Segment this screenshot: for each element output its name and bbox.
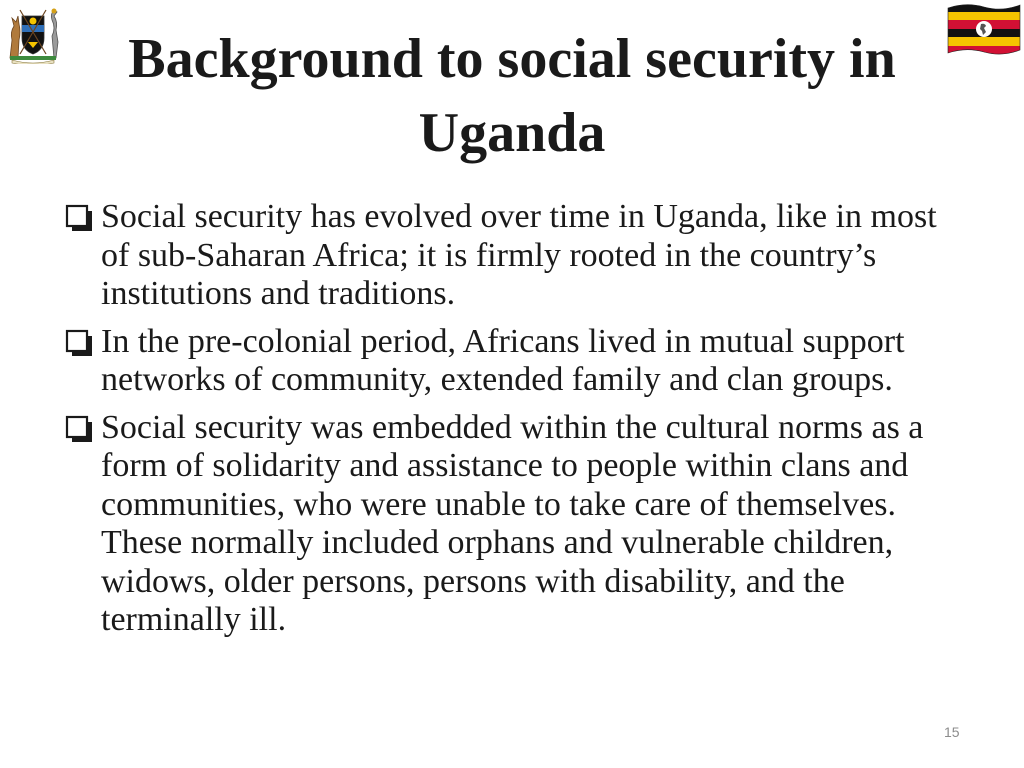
checkbox-bullet-icon: [62, 414, 98, 444]
coat-of-arms-icon: [4, 2, 62, 64]
bullet-text: In the pre-colonial period, Africans lived in mutual support networks of community, extended family and clan groups.: [101, 322, 905, 398]
checkbox-bullet-icon: [62, 203, 98, 233]
slide-title: Background to social security in Uganda: [128, 28, 896, 164]
checkbox-bullet-icon: [62, 328, 98, 358]
bullet-item: [62, 323, 972, 400]
bullet-text: Social security has evolved over time in Uganda, like in most of sub-Saharan Africa; it is firmly rooted in the country’s institutions and traditions.: [101, 198, 937, 312]
bullet-item: [62, 198, 972, 314]
page-number: 15: [944, 724, 960, 740]
bullet-list: [62, 198, 972, 649]
bullet-item: [62, 409, 972, 640]
bullet-text: Social security was embedded within the cultural norms as a form of solidarity and assistance to people within clans and communities, who were unable to take care of themselves. These normally included orphans and vulnerable children, widows, older persons, persons with disability, and the terminally ill.: [101, 408, 924, 638]
